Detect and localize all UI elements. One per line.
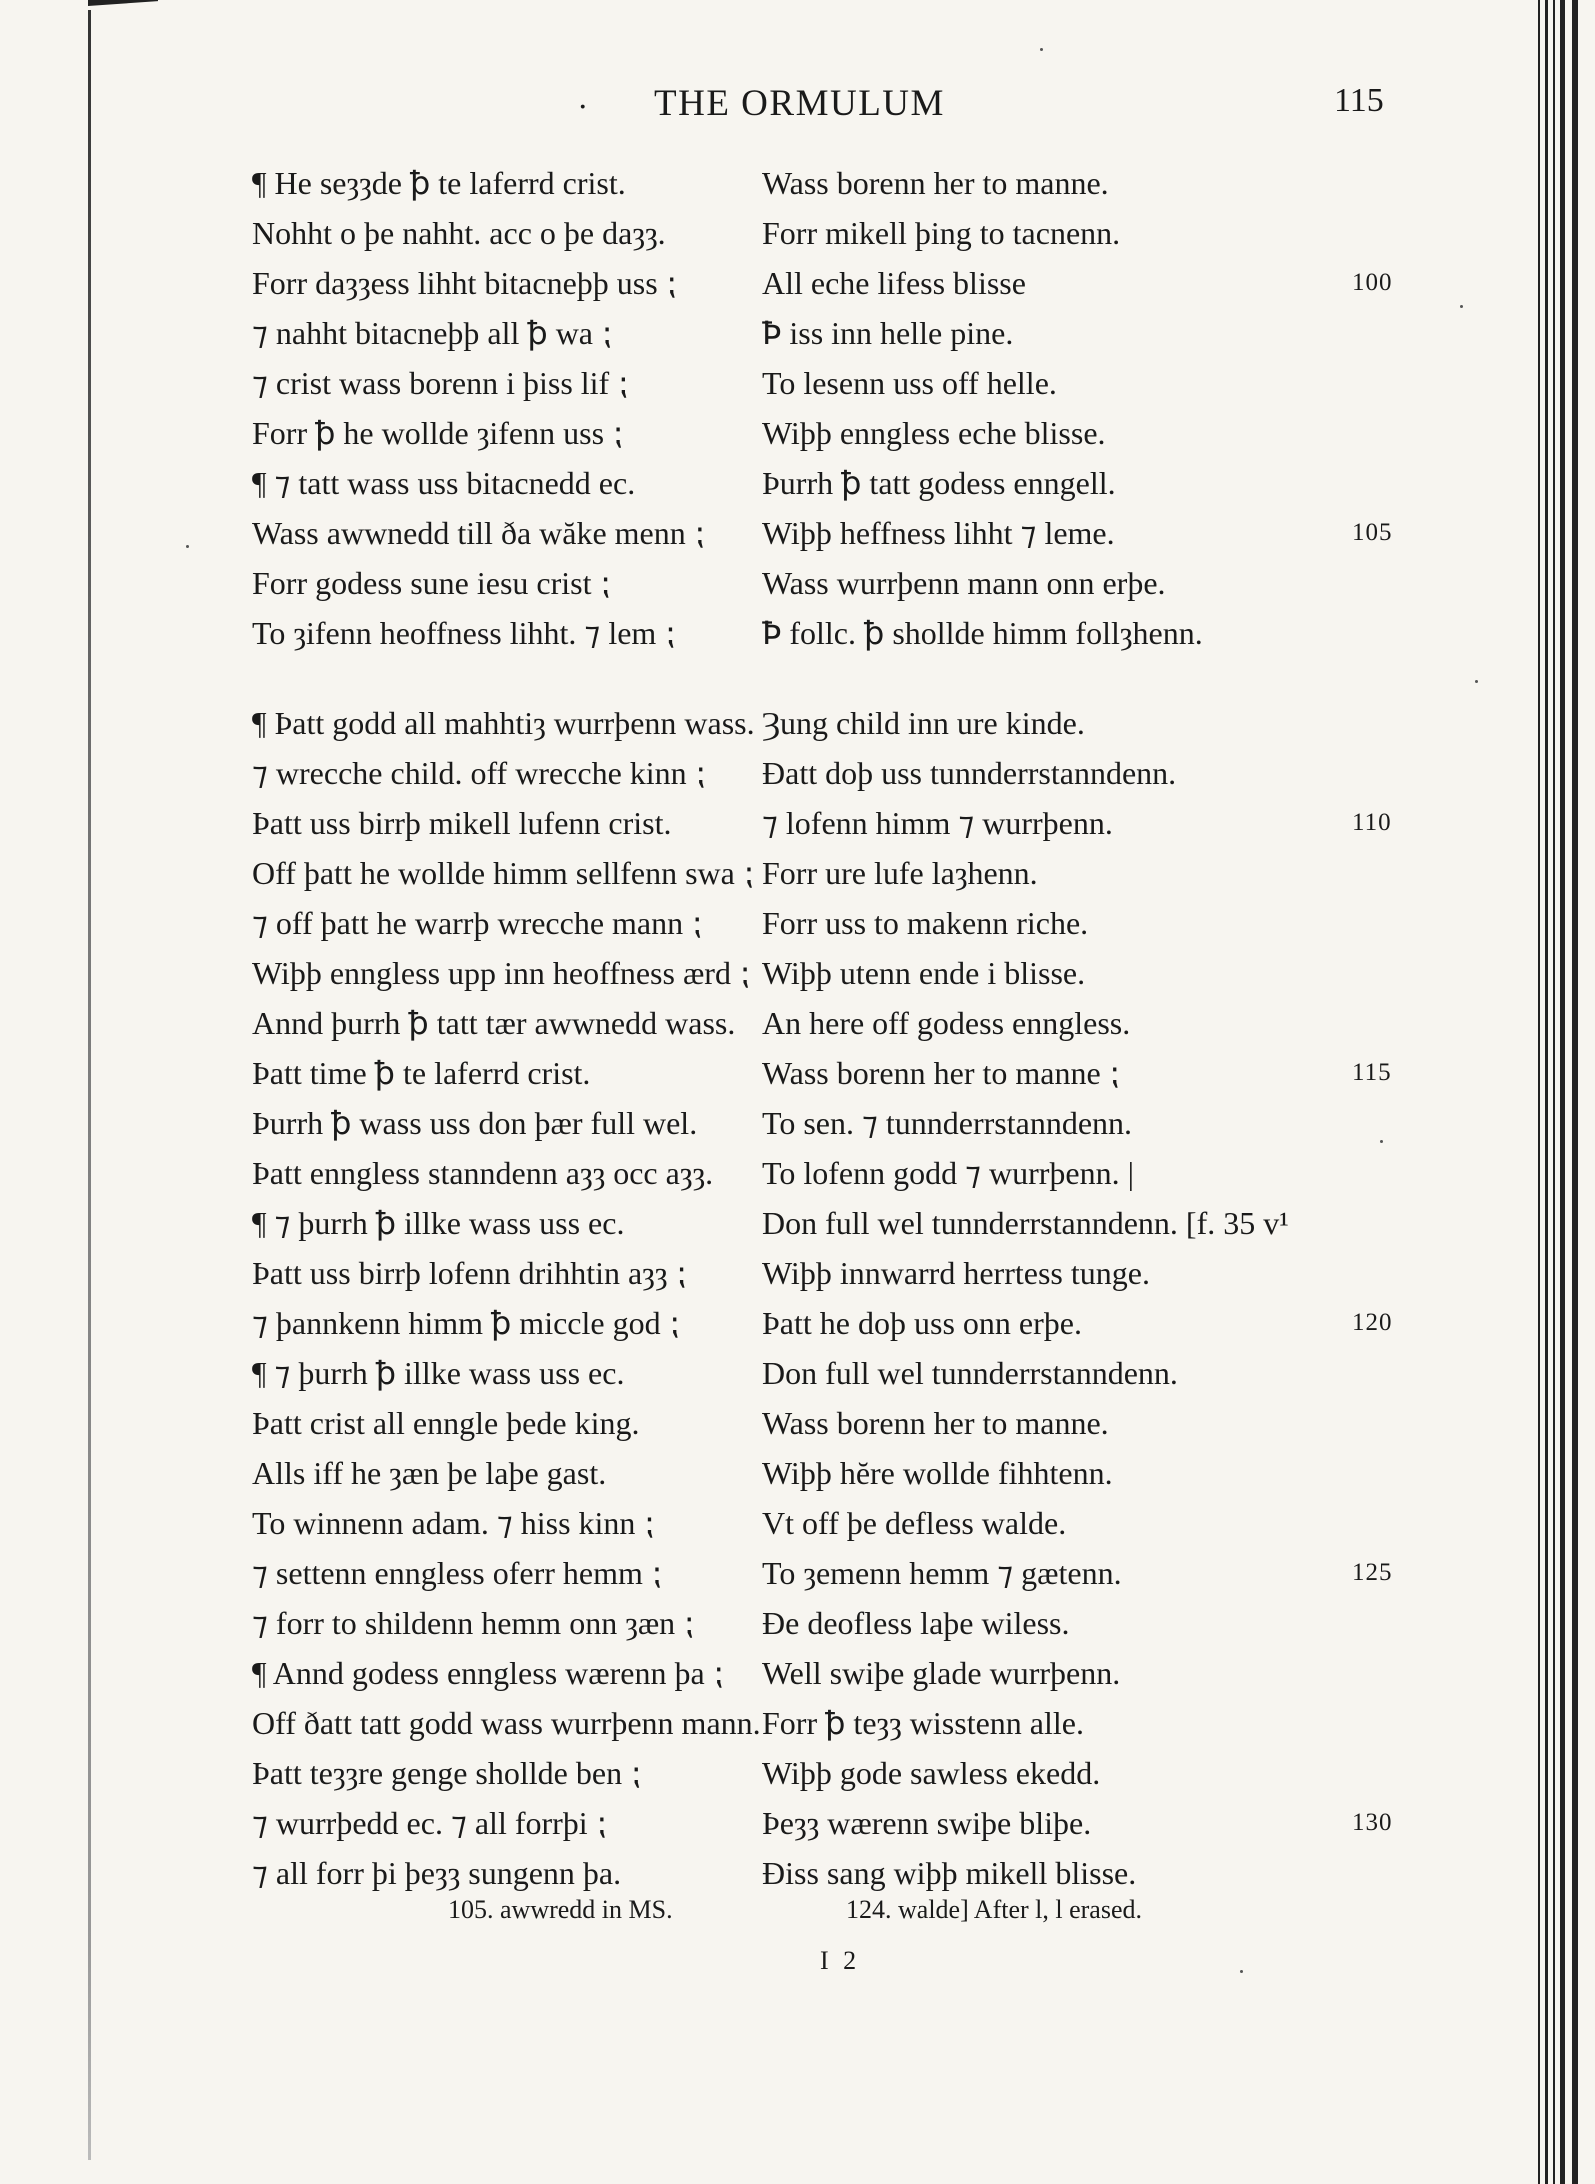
verse-line bbox=[252, 848, 1382, 898]
verse-second-half: To sen. ⁊ tunnderrstanndenn. bbox=[762, 1105, 1133, 1141]
verse-second-half: Wiþþ innwarrd herrtess tunge. bbox=[762, 1255, 1150, 1291]
verse-line bbox=[252, 408, 1382, 458]
verse-second-half: Forr mikell þing to tacnenn. bbox=[762, 215, 1121, 251]
page-edge-right bbox=[1553, 0, 1555, 2184]
verse-first-half: To winnenn adam. ⁊ hiss kinn ⁏ bbox=[252, 1505, 655, 1541]
verse-second-half: Don full wel tunnderrstanndenn. bbox=[762, 1355, 1178, 1391]
verse-first-half: Þatt crist all enngle þede king. bbox=[252, 1405, 640, 1441]
verse-first-half: To ȝifenn heoffness lihht. ⁊ lem ⁏ bbox=[252, 615, 676, 651]
verse-first-half: ⁊ off þatt he warrþ wrecche mann ⁏ bbox=[252, 905, 702, 941]
verse-first-half: ¶ Annd godess enngless wærenn þa ⁏ bbox=[252, 1655, 724, 1691]
running-header bbox=[0, 82, 1595, 132]
verse-first-half: Þurrh ꝥ wass uss don þær full wel. bbox=[252, 1105, 698, 1141]
verse-line bbox=[252, 558, 1382, 608]
verse-first-half: Þatt enngless stanndenn aȝȝ occ aȝȝ. bbox=[252, 1155, 714, 1191]
verse-second-half: ⁊ lofenn himm ⁊ wurrþenn. bbox=[762, 805, 1113, 841]
verse-second-half: Wass borenn her to manne. bbox=[762, 1405, 1109, 1441]
header-dot: · bbox=[578, 90, 588, 125]
page-edge-right bbox=[1538, 0, 1540, 2184]
verse-line bbox=[252, 1648, 1382, 1698]
paper-speck bbox=[186, 545, 189, 548]
verse-line bbox=[252, 748, 1382, 798]
verse-second-half: Well swiþe glade wurrþenn. bbox=[762, 1655, 1121, 1691]
verse-first-half: Alls iff he ȝæn þe laþe gast. bbox=[252, 1455, 607, 1491]
page-title: THE ORMULUM bbox=[654, 83, 945, 124]
verse-second-half: Don full wel tunnderrstanndenn. [f. 35 v¹ bbox=[762, 1205, 1289, 1241]
verse-second-half: Wiþþ utenn ende i blisse. bbox=[762, 955, 1086, 991]
verse-second-half: Ȝung child inn ure kinde. bbox=[762, 705, 1085, 741]
verse-first-half: ¶ Þatt godd all mahhtiȝ wurrþenn wass. bbox=[252, 705, 755, 741]
verse-first-half: Wiþþ enngless upp inn heoffness ærd ⁏ bbox=[252, 955, 750, 991]
verse-line bbox=[252, 1048, 1392, 1098]
verse-first-half: Wass awwnedd till ða wăke menn ⁏ bbox=[252, 515, 705, 551]
verse-second-half: All eche lifess blisse bbox=[762, 265, 1026, 301]
verse-first-half: ⁊ nahht bitacneþþ all ꝥ wa ⁏ bbox=[252, 315, 612, 351]
verse-line bbox=[252, 1348, 1382, 1398]
paper-speck bbox=[1380, 1140, 1383, 1143]
verse-second-half: Þeȝȝ wærenn swiþe bliþe. bbox=[762, 1805, 1092, 1841]
verse-line bbox=[252, 508, 1393, 558]
verse-first-half: ⁊ wrecche child. off wrecche kinn ⁏ bbox=[252, 755, 706, 791]
verse-line bbox=[252, 1148, 1382, 1198]
verse-line bbox=[252, 1698, 1382, 1748]
verse-first-half: ⁊ wurrþedd ec. ⁊ all forrþi ⁏ bbox=[252, 1805, 607, 1841]
verse-second-half: To lofenn godd ⁊ wurrþenn. | bbox=[762, 1155, 1134, 1191]
page-edge-right bbox=[1560, 0, 1565, 2184]
verse-first-half: Forr daȝȝess lihht bitacneþþ uss ⁏ bbox=[252, 265, 677, 301]
verse-line bbox=[252, 948, 1382, 998]
line-number: 110 bbox=[1352, 809, 1392, 836]
verse-second-half: Wass wurrþenn mann onn erþe. bbox=[762, 565, 1166, 601]
verse-first-half: ⁊ settenn enngless oferr hemm ⁏ bbox=[252, 1555, 662, 1591]
verse-line bbox=[252, 1448, 1382, 1498]
page-number: 115 bbox=[1334, 82, 1384, 119]
verse-line bbox=[252, 998, 1382, 1048]
line-number: 105 bbox=[1352, 519, 1393, 546]
verse-line bbox=[252, 1598, 1382, 1648]
verse-first-half: Off þatt he wollde himm sellfenn swa ⁏ bbox=[252, 855, 754, 891]
verse-first-half: Forr ꝥ he wollde ȝifenn uss ⁏ bbox=[252, 415, 623, 451]
verse-line bbox=[252, 1298, 1393, 1348]
verse-second-half: Vt off þe defless walde. bbox=[762, 1505, 1067, 1541]
verse-line bbox=[252, 698, 1382, 748]
verse-first-half: ⁊ all forr þi þeȝȝ sungenn þa. bbox=[252, 1855, 622, 1891]
verse-second-half: Ðe deofless laþe wiless. bbox=[762, 1605, 1070, 1641]
verse-second-half: Ꝥ iss inn helle pine. bbox=[762, 315, 1014, 351]
page-edge-right bbox=[1572, 0, 1578, 2184]
verse-line bbox=[252, 1098, 1382, 1148]
line-number: 125 bbox=[1352, 1559, 1393, 1586]
footnote-105: 105. awwredd in MS. bbox=[448, 1895, 673, 1924]
paper-speck bbox=[1040, 48, 1043, 51]
verse-second-half: To ȝemenn hemm ⁊ gætenn. bbox=[762, 1555, 1122, 1591]
verse-first-half: ⁊ forr to shildenn hemm onn ȝæn ⁏ bbox=[252, 1605, 694, 1641]
verse-second-half: Wass borenn her to manne ⁏ bbox=[762, 1055, 1120, 1091]
verse-second-half: Forr ꝥ teȝȝ wisstenn alle. bbox=[762, 1705, 1084, 1741]
verse-first-half: Nohht o þe nahht. acc o þe daȝȝ. bbox=[252, 215, 666, 251]
footnotes bbox=[0, 1895, 1595, 1935]
verse-second-half: Ðatt doþ uss tunnderrstanndenn. bbox=[762, 755, 1177, 791]
verse-line bbox=[252, 358, 1382, 408]
verse-line bbox=[252, 798, 1392, 848]
paper-speck bbox=[1475, 680, 1478, 683]
verse-second-half: To lesenn uss off helle. bbox=[762, 365, 1057, 401]
verse-first-half: ⁊ crist wass borenn i þiss lif ⁏ bbox=[252, 365, 628, 401]
verse-line bbox=[252, 1748, 1382, 1798]
verse-first-half: Þatt uss birrþ mikell lufenn crist. bbox=[252, 805, 672, 841]
verse-second-half: An here off godess enngless. bbox=[762, 1005, 1131, 1041]
verse-first-half: Forr godess sune iesu crist ⁏ bbox=[252, 565, 611, 601]
page-edge-top-left bbox=[88, 0, 158, 6]
verse-second-half: Wiþþ heffness lihht ⁊ leme. bbox=[762, 515, 1115, 551]
verse-first-half: Þatt uss birrþ lofenn drihhtin aȝȝ ⁏ bbox=[252, 1255, 687, 1291]
verse-second-half: Ꝥ follc. ꝥ shollde himm follȝhenn. bbox=[762, 615, 1203, 651]
verse-second-half: Wiþþ enngless eche blisse. bbox=[762, 415, 1106, 451]
verse-line bbox=[252, 208, 1382, 258]
verse-first-half: ¶ ⁊ tatt wass uss bitacnedd ec. bbox=[252, 465, 636, 501]
line-number: 130 bbox=[1352, 1809, 1393, 1836]
verse-line bbox=[252, 158, 1382, 208]
verse-line bbox=[252, 258, 1393, 308]
page-edge-right bbox=[1545, 0, 1548, 2184]
verse-second-half: Wass borenn her to manne. bbox=[762, 165, 1109, 201]
verse-second-half: Forr ure lufe laȝhenn. bbox=[762, 855, 1038, 891]
verse-line bbox=[252, 458, 1382, 508]
verse-first-half: ¶ ⁊ þurrh ꝥ illke wass uss ec. bbox=[252, 1355, 625, 1391]
verse-first-half: Þatt teȝȝre genge shollde ben ⁏ bbox=[252, 1755, 641, 1791]
verse-second-half: Wiþþ gode sawless ekedd. bbox=[762, 1755, 1101, 1791]
verse-first-half: ⁊ þannkenn himm ꝥ miccle god ⁏ bbox=[252, 1305, 680, 1341]
verse-line bbox=[252, 1398, 1382, 1448]
verse-first-half: Þatt time ꝥ te laferrd crist. bbox=[252, 1055, 591, 1091]
verse-line bbox=[252, 1548, 1393, 1598]
line-number: 100 bbox=[1352, 269, 1393, 296]
verse-first-half: Annd þurrh ꝥ tatt tær awwnedd wass. bbox=[252, 1005, 736, 1041]
verse-second-half: Þatt he doþ uss onn erþe. bbox=[762, 1305, 1082, 1341]
verse-line bbox=[252, 1848, 1382, 1898]
line-number: 115 bbox=[1352, 1059, 1392, 1086]
paper-speck bbox=[1240, 1970, 1243, 1973]
verse-line bbox=[252, 1798, 1393, 1848]
verse-line bbox=[252, 1198, 1382, 1248]
verse-first-half: ¶ He seȝȝde ꝥ te laferrd crist. bbox=[252, 165, 626, 201]
verse-line bbox=[252, 308, 1382, 358]
verse-second-half: Wiþþ hĕre wollde fihhtenn. bbox=[762, 1455, 1113, 1491]
verse-second-half: Þurrh ꝥ tatt godess enngell. bbox=[762, 465, 1116, 501]
footnote-124: 124. walde] After l, l erased. bbox=[846, 1895, 1143, 1924]
verse-second-half: Ðiss sang wiþþ mikell blisse. bbox=[762, 1855, 1137, 1891]
verse-first-half: ¶ ⁊ þurrh ꝥ illke wass uss ec. bbox=[252, 1205, 625, 1241]
verse-line bbox=[252, 608, 1382, 658]
printer-signature: I 2 bbox=[820, 1946, 861, 1975]
line-number: 120 bbox=[1352, 1309, 1393, 1336]
verse-line bbox=[252, 1498, 1382, 1548]
verse-first-half: Off ðatt tatt godd wass wurrþenn mann. bbox=[252, 1705, 761, 1741]
verse-second-half: Forr uss to makenn riche. bbox=[762, 905, 1089, 941]
verse-line bbox=[252, 898, 1382, 948]
verse-line bbox=[252, 1248, 1382, 1298]
paper-speck bbox=[1460, 305, 1463, 308]
page-edge-left bbox=[88, 10, 91, 2160]
